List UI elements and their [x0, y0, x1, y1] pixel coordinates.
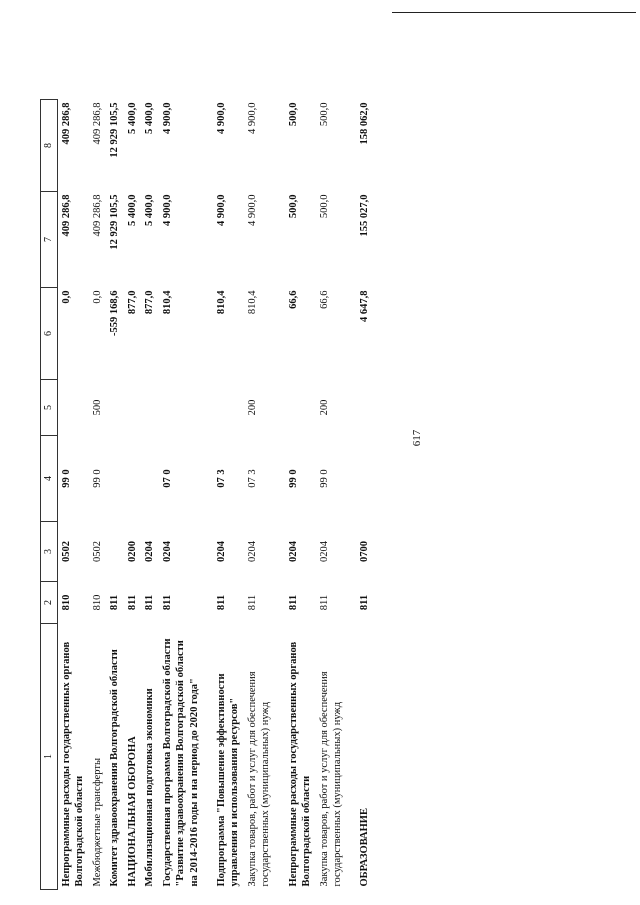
row-cell-c3: 0502 — [61, 541, 72, 562]
page-number: 617 — [411, 429, 423, 447]
row-cell-c7: 500,0 — [318, 194, 330, 219]
row-cell-c5 — [159, 380, 203, 436]
row-cell-c8: 158 062,0 — [359, 102, 371, 145]
row-cell-c4 — [124, 436, 141, 522]
row-label: ОБРАЗОВАНИЕ — [359, 808, 371, 887]
row-cell-c6: 66,6 — [287, 290, 299, 309]
row-cell-c8: 409 286,8 — [61, 102, 72, 145]
row-cell-c7: 5 400,0 — [144, 194, 156, 226]
row-cell-c6: 877,0 — [126, 290, 138, 315]
header-cell: 3 — [41, 522, 58, 582]
table-row — [285, 100, 316, 890]
row-cell-c5 — [356, 380, 373, 436]
row-cell-c2: 811 — [246, 594, 258, 611]
header-cell: 2 — [41, 582, 58, 624]
table-row — [124, 100, 141, 890]
row-cell-c4: 99 0 — [318, 469, 330, 488]
row-cell-c3: 0204 — [287, 541, 299, 562]
row-spacer-cell — [203, 100, 213, 890]
row-cell-c3 — [106, 522, 123, 582]
row-cell-c3: 0502 — [91, 541, 103, 562]
row-cell-c6: 810,4 — [246, 290, 258, 315]
row-cell-c4: 99 0 — [287, 469, 299, 488]
row-cell-c4: 07 3 — [246, 469, 258, 488]
row-cell-c7: 409 286,8 — [91, 194, 103, 237]
row-spacer-cell — [346, 100, 356, 890]
row-cell-c3: 0204 — [246, 541, 258, 562]
row-spacer — [203, 100, 213, 890]
table-row — [159, 100, 203, 890]
row-cell-c8: 500,0 — [287, 102, 299, 127]
row-cell-c4 — [106, 436, 123, 522]
row-cell-c7: 409 286,8 — [61, 194, 72, 237]
row-cell-c7: 4 900,0 — [246, 194, 258, 226]
row-cell-c8: 4 900,0 — [161, 102, 173, 134]
row-cell-c7: 5 400,0 — [126, 194, 138, 226]
row-cell-c5 — [58, 380, 89, 436]
row-cell-c2: 811 — [359, 594, 371, 611]
row-label: Межбюджетные трансферты — [91, 757, 103, 887]
header-cell: 6 — [41, 288, 58, 380]
row-cell-c2: 811 — [109, 594, 121, 611]
header-cell: 8 — [41, 100, 58, 192]
row-cell-c5 — [285, 380, 316, 436]
table-body — [58, 100, 374, 890]
row-cell-c5 — [124, 380, 141, 436]
row-cell-c2: 811 — [126, 594, 138, 611]
row-cell-c8: 4 900,0 — [215, 102, 227, 134]
table-row — [244, 100, 275, 890]
row-cell-c3: 0204 — [161, 541, 173, 562]
row-cell-c7: 4 900,0 — [161, 194, 173, 226]
table-row — [141, 100, 158, 890]
row-cell-c6: -559 168,6 — [109, 290, 121, 336]
row-cell-c5 — [213, 380, 244, 436]
row-cell-c4: 99 0 — [91, 469, 103, 488]
row-cell-c6: 0,0 — [91, 290, 103, 304]
header-cell: 1 — [41, 624, 58, 890]
row-cell-c3: 0204 — [144, 541, 156, 562]
row-label: НАЦИОНАЛЬНАЯ ОБОРОНА — [126, 736, 138, 887]
row-cell-c7: 500,0 — [287, 194, 299, 219]
row-cell-c6: 810,4 — [161, 290, 173, 315]
row-label: Комитет здравоохранения Волгоградской области — [109, 649, 121, 887]
row-label: Мобилизационная подготовка экономики — [144, 688, 156, 887]
row-cell-c8: 5 400,0 — [144, 102, 156, 134]
row-cell-c6: 0,0 — [61, 290, 72, 304]
row-cell-c6: 4 647,8 — [359, 290, 371, 322]
row-cell-c2: 811 — [161, 594, 173, 611]
row-cell-c8: 4 900,0 — [246, 102, 258, 134]
row-cell-c2: 810 — [91, 594, 103, 611]
row-cell-c5: 200 — [246, 399, 258, 416]
row-spacer — [346, 100, 356, 890]
table-row — [89, 100, 106, 890]
table-row — [356, 100, 373, 890]
row-label: Закупка товаров, работ и услуг для обеспечения государственных (муниципальных) нужд — [246, 671, 272, 887]
row-label: Подпрограмма "Повышение эффективности управления и использования ресурсов" — [215, 673, 241, 887]
row-cell-c8: 5 400,0 — [126, 102, 138, 134]
header-row — [41, 100, 58, 890]
row-cell-c4: 07 0 — [161, 469, 173, 488]
row-label: Закупка товаров, работ и услуг для обеспечения государственных (муниципальных) нужд — [318, 671, 343, 887]
row-cell-c5 — [106, 380, 123, 436]
row-cell-c2: 811 — [318, 594, 330, 611]
row-cell-c4: 99 0 — [61, 469, 72, 488]
row-cell-c8: 409 286,8 — [91, 102, 103, 145]
row-cell-c3: 0700 — [359, 541, 371, 562]
row-label: Государственная программа Волгоградской области "Развитие здравоохранения Волгоградской области на 2014-2016 годы и на период до 2020 года" — [161, 638, 200, 887]
row-cell-c2: 811 — [287, 594, 299, 611]
row-cell-c8: 500,0 — [318, 102, 330, 127]
row-spacer-cell — [275, 100, 285, 890]
row-cell-c2: 810 — [61, 594, 72, 611]
top-rule — [392, 12, 636, 13]
budget-table — [40, 99, 374, 890]
header-cell: 7 — [41, 192, 58, 288]
row-cell-c4 — [141, 436, 158, 522]
row-cell-c2: 811 — [215, 594, 227, 611]
row-cell-c6: 810,4 — [215, 290, 227, 315]
row-cell-c8: 12 929 105,5 — [109, 102, 121, 158]
table-row — [106, 100, 123, 890]
row-label: Непрограммные расходы государственных органов Волгоградской области — [287, 641, 313, 887]
row-cell-c7: 155 027,0 — [359, 194, 371, 237]
row-cell-c5 — [141, 380, 158, 436]
row-cell-c3: 0204 — [215, 541, 227, 562]
row-cell-c7: 4 900,0 — [215, 194, 227, 226]
budget-table-rotated — [40, 100, 560, 890]
row-cell-c6: 66,6 — [318, 290, 330, 309]
header-cell: 5 — [41, 380, 58, 436]
row-cell-c3: 0200 — [126, 541, 138, 562]
table-row — [316, 100, 347, 890]
row-spacer — [275, 100, 285, 890]
row-cell-c3: 0204 — [318, 541, 330, 562]
row-cell-c7: 12 929 105,5 — [109, 194, 121, 250]
row-label: Непрограммные расходы государственных органов Волгоградской области — [61, 641, 86, 887]
table-row — [213, 100, 244, 890]
row-cell-c5: 200 — [318, 399, 330, 416]
header-cell: 4 — [41, 436, 58, 522]
table-row — [58, 100, 89, 890]
row-cell-c5: 500 — [91, 399, 103, 416]
row-cell-c2: 811 — [144, 594, 156, 611]
row-cell-c6: 877,0 — [144, 290, 156, 315]
row-cell-c4 — [356, 436, 373, 522]
row-cell-c4: 07 3 — [215, 469, 227, 488]
